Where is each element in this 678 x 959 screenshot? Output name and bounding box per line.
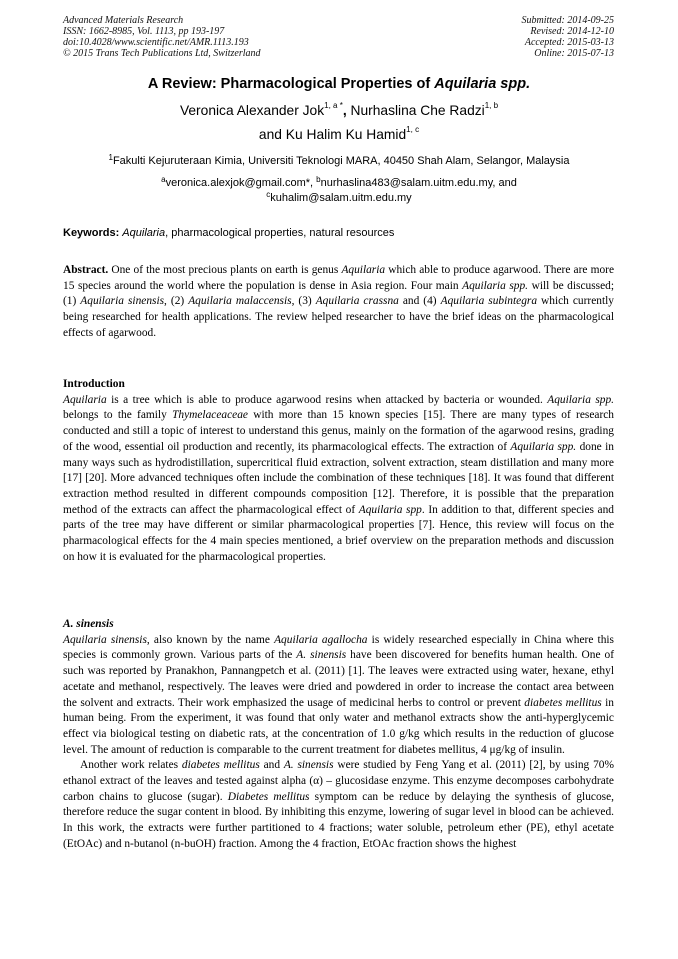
sinensis-heading-text: A. sinensis xyxy=(63,618,114,630)
species-name: A. sinensis xyxy=(283,759,334,772)
disease-name: diabetes mellitus xyxy=(524,696,602,709)
abstract-text: , (3) xyxy=(291,295,316,308)
sinensis-paragraph-1 xyxy=(63,633,614,759)
affiliation-mark: 1 xyxy=(108,153,113,162)
species-name: Aquilaria malaccensis xyxy=(188,295,292,308)
journal-copyright: © 2015 Trans Tech Publications Ltd, Switzerland xyxy=(63,48,261,59)
email-a: veronica.alexjok@gmail.com*, xyxy=(165,177,317,189)
date-submitted: Submitted: 2014-09-25 xyxy=(521,15,614,26)
abstract-text: which able to produce agarwood. There are more 15 species around the world where the population is dense in Asia region. Four main xyxy=(63,264,614,292)
abstract xyxy=(63,263,614,342)
email-a-mark: a xyxy=(161,175,166,184)
body-text: were studied by Feng Yang et al. (2011) [2], by using 70% ethanol extract of the leaves and tested against alpha (α) – glucosidase enzyme. This enzyme decomposes carbohydrate carbon chains to glucose (sugar). xyxy=(63,759,614,803)
date-online: Online: 2015-07-13 xyxy=(534,48,614,59)
species-name: Aquilaria sinensis xyxy=(63,633,147,646)
journal-header-right xyxy=(522,15,615,59)
keywords-label: Keywords: xyxy=(63,227,123,239)
species-name: A. sinensis xyxy=(296,649,347,662)
affiliation-text: Fakulti Kejuruteraan Kimia, Universiti Teknologi MARA, 40450 Shah Alam, Selangor, Malaysia xyxy=(112,155,570,167)
abstract-text: One of the most precious plants on earth is genus xyxy=(108,264,342,276)
species-name: Aquilaria crassna xyxy=(315,295,399,308)
body-text: is a tree which is able to produce agarwood resins when attacked by bacteria or wounded. xyxy=(106,393,548,406)
author-2: Nurhaslina Che Radzi xyxy=(350,103,485,118)
date-revised: Revised: 2014-12-10 xyxy=(530,26,614,37)
species-name: Aquilaria xyxy=(63,393,107,406)
introduction-heading: Introduction xyxy=(63,378,125,390)
body-text: and xyxy=(259,759,284,772)
journal-doi: doi:10.4028/www.scientific.net/AMR.1113.193 xyxy=(63,37,249,48)
sinensis-section xyxy=(63,617,614,853)
abstract-text: and (4) xyxy=(398,295,441,308)
body-text: is widely researched especially in China where this species is commonly grown. Various parts of the xyxy=(63,633,614,662)
body-text: have been discovered for benefits human health. One of such was reported by Pranakhon, Pannangpetch et al. (2011) [1]. The leaves were extracted using water, hexane, ethyl acetate and methanol, respectively. The leaves were dried and powdered in order to increase the contact area between the solvent and extracts. Their work emphasized the usage of medicinal herbs to control or prevent xyxy=(63,649,614,709)
author-and: and xyxy=(258,127,286,142)
paper-title xyxy=(0,76,678,92)
sinensis-paragraph-2 xyxy=(63,758,614,852)
emails-line-2 xyxy=(0,192,678,204)
abstract-text: will be discussed; (1) xyxy=(63,279,615,308)
keyword-1: Aquilaria xyxy=(122,227,166,239)
body-text: with more than 15 known species [15]. There are many types of research conducted and still a topic of interest to understand this genus, mainly on the formation of the agarwood resins, grading of the wood, essential oil production and recently, its pharmacological effects. The extraction of xyxy=(63,409,614,453)
family-name: Thymelaceaceae xyxy=(172,409,248,422)
disease-name: Diabetes mellitus xyxy=(227,790,310,803)
body-text: , also known by the name xyxy=(146,633,275,646)
email-b-mark: b xyxy=(316,175,321,184)
species-name: Aquilaria spp xyxy=(358,503,422,516)
disease-name: diabetes mellitus xyxy=(181,759,260,772)
abstract-text: which currently being researched for health applications. The review helped researcher to have the brief ideas on the pharmacological effects of agarwood. xyxy=(63,295,614,339)
author-2-marks: 1, b xyxy=(484,101,499,110)
body-text: in human being. From the experiment, it was found that only water and methanol extracts show the anti-hyperglycemic effect via biological testing on diabetic rats, at the concentration of 1.0 g/kg which results in the reduction of glucose level. The amount of reduction is comparable to the current treatment for diabetes mellitus, 4 μg/kg of insulin. xyxy=(63,696,614,756)
email-b: nurhaslina483@salam.uitm.edu.my, and xyxy=(320,177,517,189)
title-text: A Review: Pharmacological Properties of xyxy=(147,76,435,92)
abstract-label: Abstract. xyxy=(63,264,109,276)
journal-issn: ISSN: 1662-8985, Vol. 1113, pp 193-197 xyxy=(63,26,225,37)
affiliation xyxy=(0,155,678,167)
body-text: belongs to the family xyxy=(63,409,173,422)
species-name: Aquilaria agallocha xyxy=(274,633,368,646)
introduction-section xyxy=(63,377,614,565)
email-c: kuhalim@salam.uitm.edu.my xyxy=(270,192,412,204)
date-accepted: Accepted: 2015-03-13 xyxy=(524,37,614,48)
species-name: Aquilaria xyxy=(341,264,386,276)
author-1-marks: 1, a * xyxy=(324,101,343,110)
journal-header-left xyxy=(63,15,261,59)
keywords-rest: , pharmacological properties, natural resources xyxy=(165,227,395,239)
emails-line-1 xyxy=(0,177,678,189)
species-name: Aquilaria spp. xyxy=(510,440,577,453)
journal-name: Advanced Materials Research xyxy=(63,15,184,26)
title-genus: Aquilaria spp. xyxy=(434,76,531,92)
species-name: Aquilaria subintegra xyxy=(440,295,538,308)
abstract-paragraph xyxy=(63,263,614,342)
authors-line-1 xyxy=(0,103,678,118)
body-text: . In addition to that, different species and parts of the tree may have different or similar pharmacological properties [7]. Hence, this review will focus on the pharmacological effects for the 4 main species mentioned, a brief overview on the preparation methods and discussion on how it is evaluated for the pharmacological properties. xyxy=(63,503,615,563)
keywords xyxy=(63,227,394,239)
abstract-text: , (2) xyxy=(164,295,189,308)
email-c-mark: c xyxy=(266,190,271,199)
author-separator: , xyxy=(342,103,351,118)
authors-line-2 xyxy=(0,127,678,142)
sinensis-heading xyxy=(63,617,614,633)
species-name: Aquilaria spp. xyxy=(547,393,614,406)
species-name: Aquilaria sinensis xyxy=(80,295,165,308)
body-text: symptom can be reduce by delaying the synthesis of glucose, therefore reduce the sugar content in blood. By inhibiting this enzyme, lowering of sugar level in blood can be achieved. In this work, the extracts were further partitioned to 4 fractions; water soluble, petroleum ether (PE), ethyl acetate (EtOAc) and n-butanol (n-buOH) fraction. Among the 4 fraction, EtOAc fraction shows the highest xyxy=(63,790,615,850)
body-text: Another work relates xyxy=(80,759,182,772)
author-3: Ku Halim Ku Hamid xyxy=(285,127,407,142)
author-1: Veronica Alexander Jok xyxy=(179,103,325,118)
author-3-marks: 1, c xyxy=(406,125,420,134)
species-name: Aquilaria spp. xyxy=(462,279,529,292)
introduction-paragraph xyxy=(63,393,614,566)
body-text: done in many ways such as hydrodistillation, supercritical fluid extraction, solvent extraction, steam distillation and many more [17] [20]. More advanced techniques often include the combination of these techniques [18]. It was found that different extraction method resulted in different compounds composition [12]. Therefore, it is possible that the preparation method of the extracts can affect the pharmacological effect of xyxy=(63,440,615,516)
